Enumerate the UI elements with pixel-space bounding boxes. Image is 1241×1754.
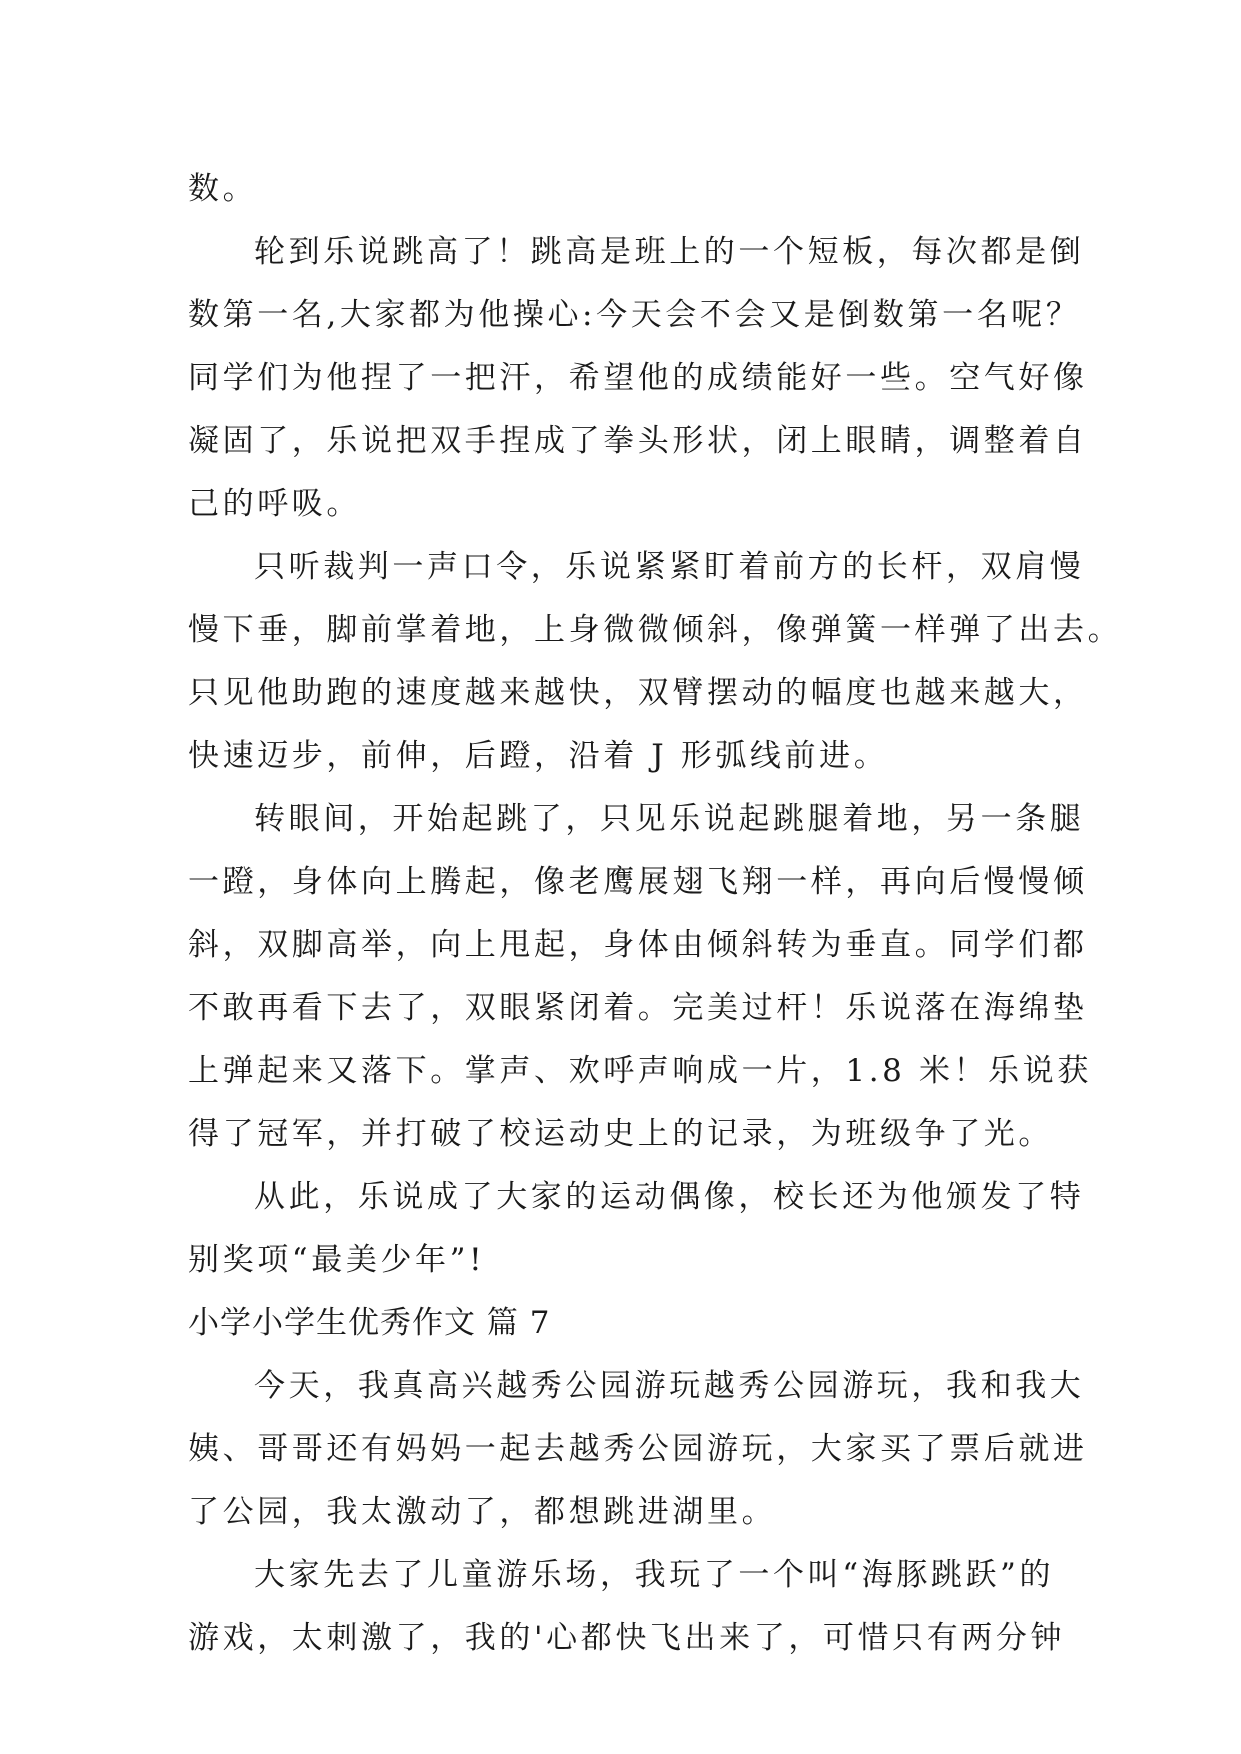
- section-heading: 小学小学生优秀作文 篇 7: [188, 1305, 551, 1341]
- paragraph-line: 转眼间，开始起跳了，只见乐说起跳腿着地，另一条腿: [254, 801, 1085, 837]
- document-body: [188, 158, 1123, 1670]
- paragraph-line: 上弹起来又落下。掌声、欢呼声响成一片，1.8 米！乐说获: [188, 1053, 1092, 1089]
- paragraph-line: 只听裁判一声口令，乐说紧紧盯着前方的长杆，双肩慢: [254, 549, 1085, 585]
- paragraph-line: 只见他助跑的速度越来越快，双臂摆动的幅度也越来越大，: [188, 675, 1088, 711]
- paragraph-line: 一蹬，身体向上腾起，像老鹰展翅飞翔一样，再向后慢慢倾: [188, 864, 1088, 900]
- paragraph-line: 别奖项“最美少年”!: [188, 1242, 486, 1278]
- paragraph-line: 从此，乐说成了大家的运动偶像，校长还为他颁发了特: [254, 1179, 1085, 1215]
- paragraph-line: 数。: [188, 171, 258, 207]
- paragraph-line: 数第一名,大家都为他操心:今天会不会又是倒数第一名呢？: [188, 297, 1081, 333]
- paragraph-line: 游戏，太刺激了，我的'心都快飞出来了，可惜只有两分钟: [188, 1620, 1066, 1656]
- paragraph-line: 慢下垂，脚前掌着地，上身微微倾斜，像弹簧一样弹了出去。: [188, 612, 1123, 648]
- paragraph-line: 轮到乐说跳高了！跳高是班上的一个短板，每次都是倒: [254, 234, 1085, 270]
- paragraph-line: 得了冠军，并打破了校运动史上的记录，为班级争了光。: [188, 1116, 1053, 1152]
- paragraph-line: 凝固了，乐说把双手捏成了拳头形状，闭上眼睛，调整着自: [188, 423, 1088, 459]
- paragraph-line: 姨、哥哥还有妈妈一起去越秀公园游玩，大家买了票后就进: [188, 1431, 1088, 1467]
- paragraph-line: 了公园，我太激动了，都想跳进湖里。: [188, 1494, 777, 1530]
- paragraph-line: 斜，双脚高举，向上甩起，身体由倾斜转为垂直。同学们都: [188, 927, 1088, 963]
- paragraph-line: 同学们为他捏了一把汗，希望他的成绩能好一些。空气好像: [188, 360, 1088, 396]
- paragraph-line: 快速迈步，前伸，后蹬，沿着 J 形弧线前进。: [188, 738, 889, 774]
- paragraph-line: 不敢再看下去了，双眼紧闭着。完美过杆！乐说落在海绵垫: [188, 990, 1088, 1026]
- paragraph-line: 大家先去了儿童游乐场，我玩了一个叫“海豚跳跃”的: [254, 1557, 1055, 1593]
- paragraph-line: 己的呼吸。: [188, 486, 361, 522]
- paragraph-line: 今天，我真高兴越秀公园游玩越秀公园游玩，我和我大: [254, 1368, 1085, 1404]
